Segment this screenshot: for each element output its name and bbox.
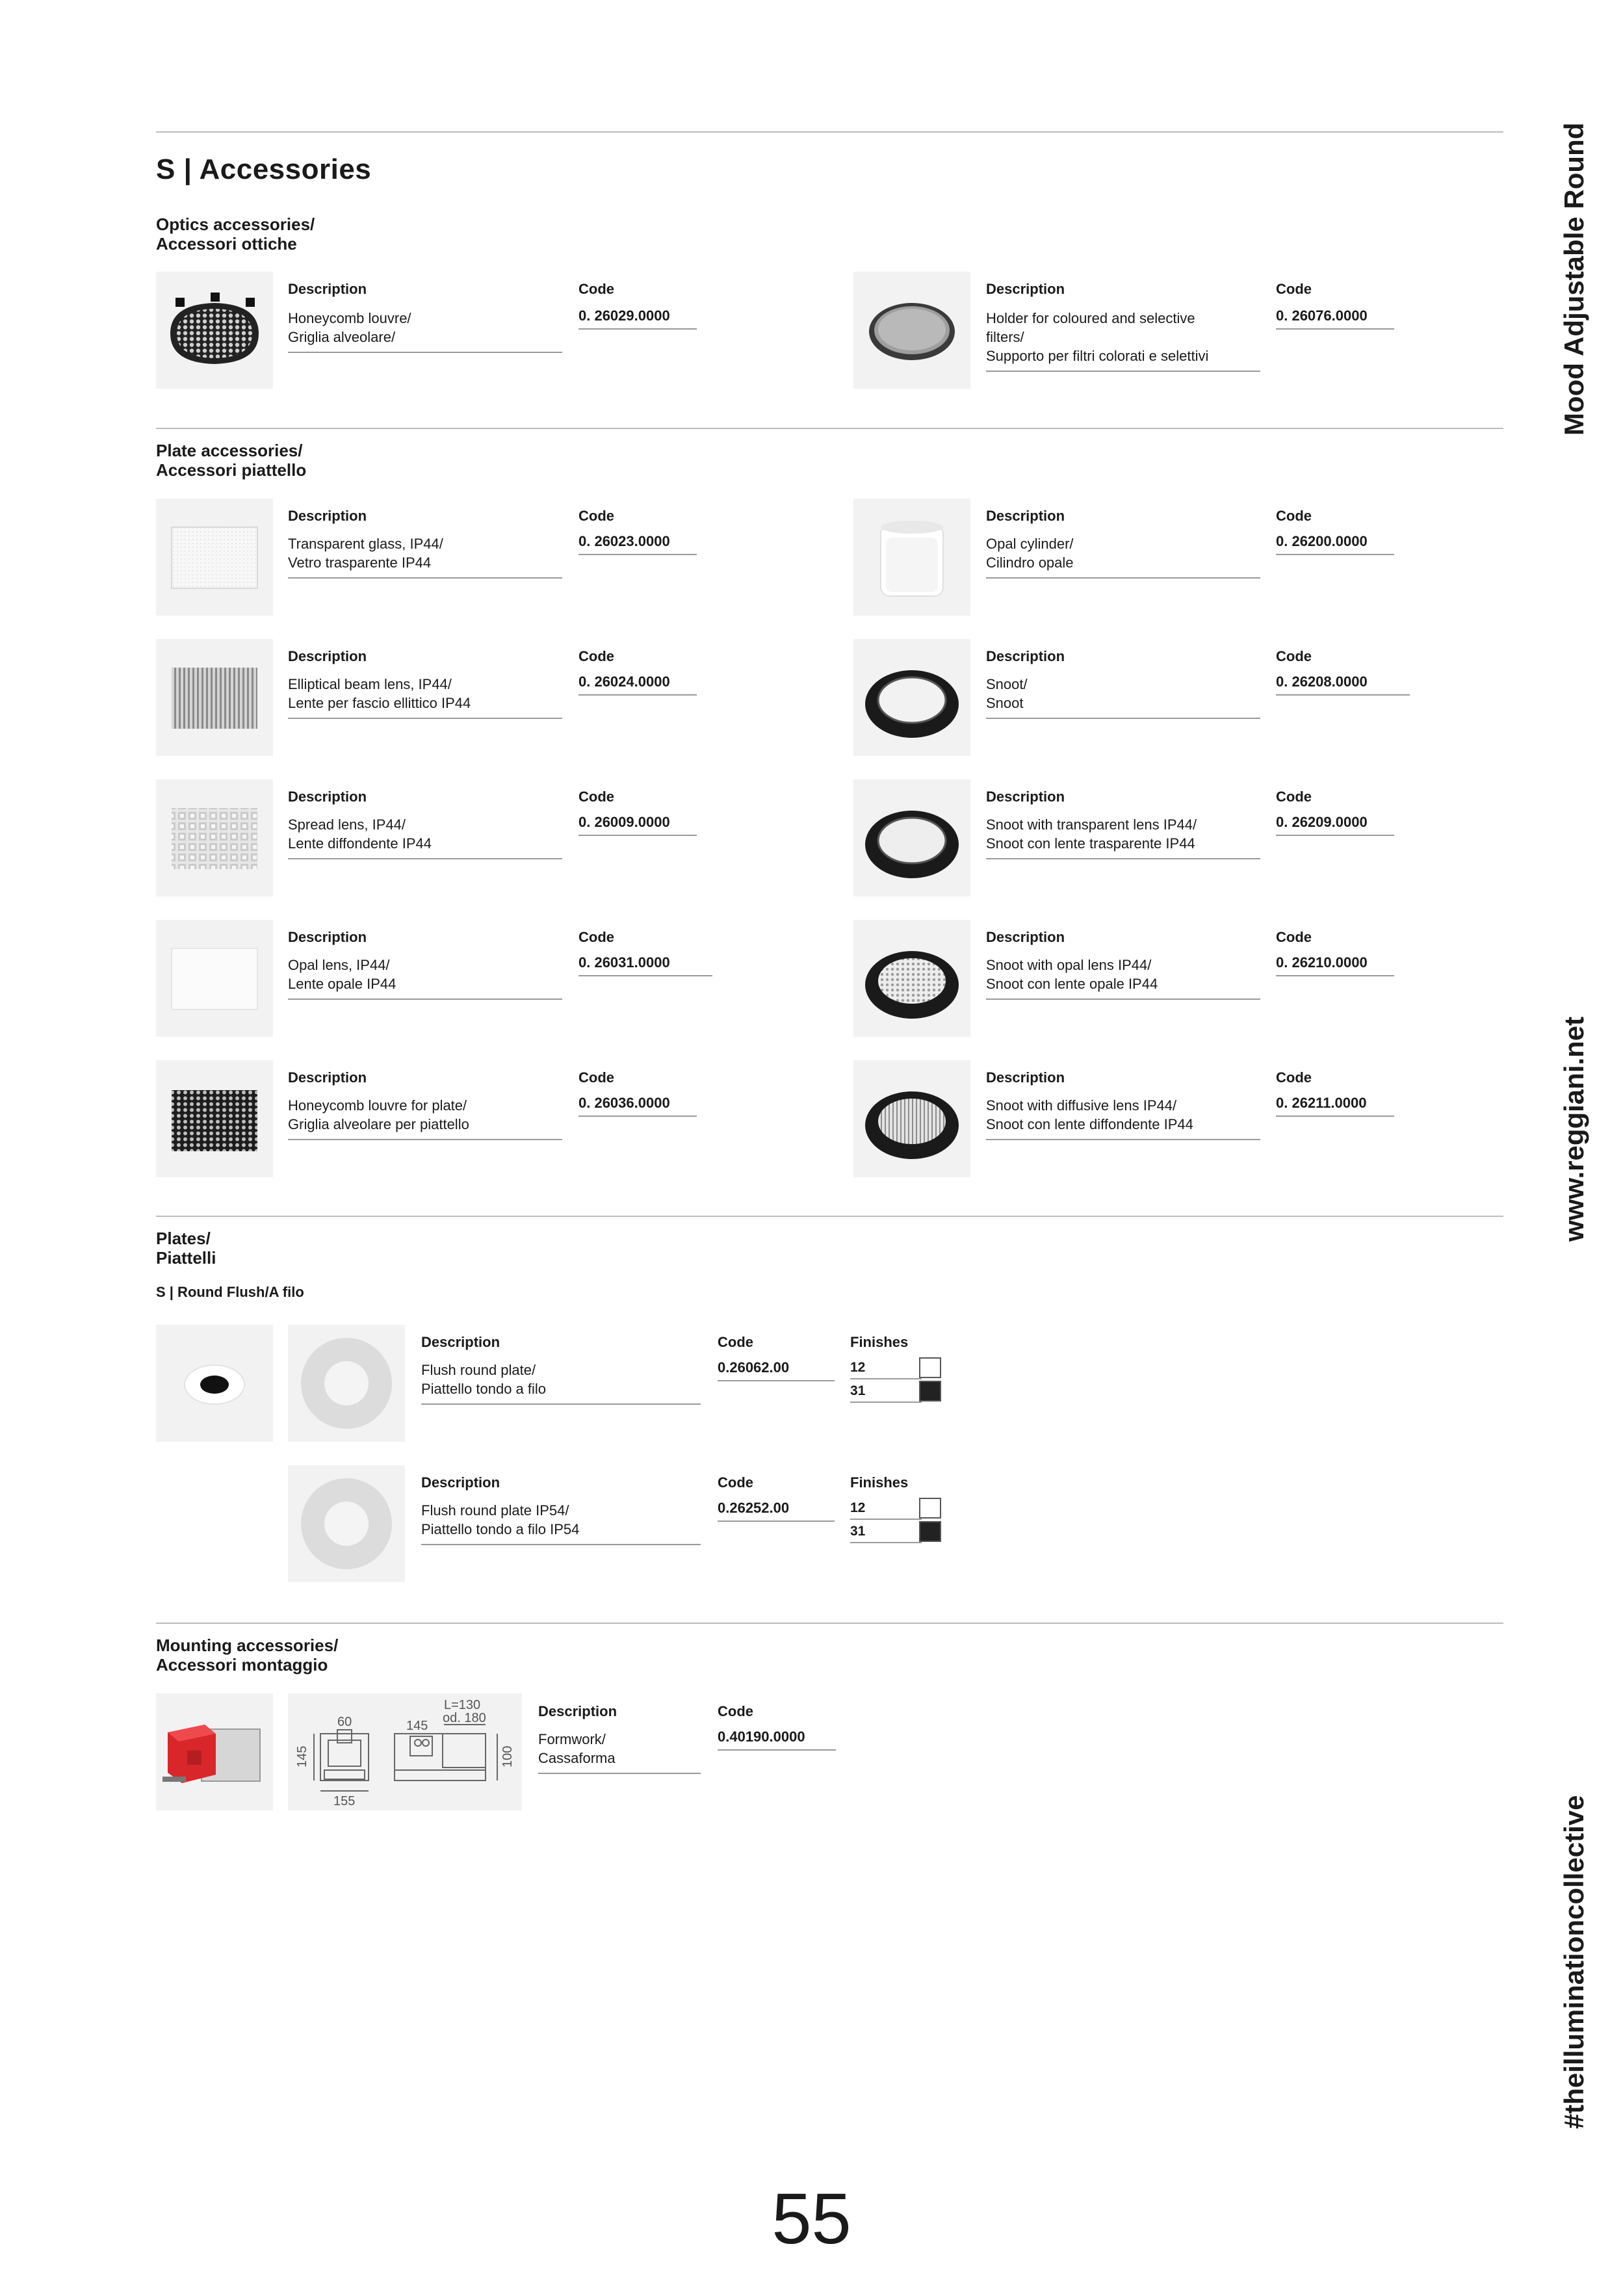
plate-acc-5-code-label: Code xyxy=(1276,789,1312,805)
plate-acc-0-code-label: Code xyxy=(578,508,614,524)
optics-1-description-label: Description xyxy=(986,281,1065,297)
plate-0-description: Flush round plate/ Piattello tondo a filo xyxy=(421,1361,701,1405)
page-number: 55 xyxy=(772,2179,851,2259)
plate-acc-2-description-label: Description xyxy=(288,648,367,664)
plate-acc-0-description: Transparent glass, IP44/ Vetro trasparente IP44 xyxy=(288,534,562,579)
plate-acc-1-description-label: Description xyxy=(986,508,1065,524)
plate-1-finish-31: 31 xyxy=(850,1524,922,1543)
plate-acc-6-code: 0. 26031.0000 xyxy=(578,954,712,976)
formwork-icon xyxy=(156,1693,273,1810)
plate-1-description: Flush round plate IP54/ Piattello tondo a filo IP54 xyxy=(421,1501,701,1545)
recessed-fixture-icon xyxy=(156,1325,273,1442)
flush-round-plate-icon xyxy=(288,1325,405,1442)
mounting-0-code: 0.40190.0000 xyxy=(718,1729,836,1751)
plate-acc-8-description: Honeycomb louvre for plate/ Griglia alveolare per piattello xyxy=(288,1096,562,1140)
finish-swatch-white xyxy=(919,1498,941,1519)
plate-acc-4-code-label: Code xyxy=(578,789,614,805)
snoot-icon xyxy=(853,639,970,756)
optics-0-description: Honeycomb louvre/ Griglia alveolare/ xyxy=(288,309,562,353)
optics-0-description-label: Description xyxy=(288,281,367,297)
honeycomb-plate-icon xyxy=(156,1060,273,1177)
finish-swatch-white xyxy=(919,1357,941,1378)
plate-acc-1-code-label: Code xyxy=(1276,508,1312,524)
plate-acc-8-code-label: Code xyxy=(578,1069,614,1086)
plate-acc-6-description: Opal lens, IP44/ Lente opale IP44 xyxy=(288,956,562,1000)
rule-mounting xyxy=(156,1623,1503,1624)
plate-acc-3-code-label: Code xyxy=(1276,648,1312,664)
dim-155: 155 xyxy=(333,1794,356,1808)
optics-0-code-label: Code xyxy=(578,281,614,297)
mounting-0-description: Formwork/ Cassaforma xyxy=(538,1730,701,1774)
plate-acc-2-code: 0. 26024.0000 xyxy=(578,673,697,696)
plate-acc-9-code-label: Code xyxy=(1276,1069,1312,1086)
dim-60: 60 xyxy=(337,1715,352,1729)
plate-acc-7-code: 0. 26210.0000 xyxy=(1276,954,1394,976)
elliptical-lens-icon xyxy=(156,639,273,756)
plate-1-description-label: Description xyxy=(421,1474,500,1491)
side-label-hashtag: #theilluminationcollective xyxy=(1559,1795,1589,2129)
section-title-mounting: Mounting accessories/ Accessori montaggio xyxy=(156,1636,339,1675)
snoot-transparent-icon xyxy=(853,779,970,896)
mounting-0-description-label: Description xyxy=(538,1703,617,1719)
plate-acc-7-description: Snoot with opal lens IP44/ Snoot con lente opale IP44 xyxy=(986,956,1260,1000)
plate-acc-1-code: 0. 26200.0000 xyxy=(1276,533,1394,555)
opal-cylinder-icon xyxy=(853,499,970,616)
optics-0-code: 0. 26029.0000 xyxy=(578,307,697,330)
filter-holder-icon xyxy=(853,272,970,389)
finish-swatch-black xyxy=(919,1521,941,1542)
plate-acc-2-code-label: Code xyxy=(578,648,614,664)
plate-acc-5-code: 0. 26209.0000 xyxy=(1276,814,1394,836)
opal-lens-icon xyxy=(156,920,273,1037)
page-title: S | Accessories xyxy=(156,153,372,185)
side-label-product: Mood Adjustable Round xyxy=(1559,122,1589,436)
plate-acc-0-code: 0. 26023.0000 xyxy=(578,533,697,555)
plates-subtitle: S | Round Flush/A filo xyxy=(156,1284,304,1300)
top-rule xyxy=(156,131,1503,133)
plate-1-code: 0.26252.00 xyxy=(718,1500,835,1522)
plate-acc-8-description-label: Description xyxy=(288,1069,367,1086)
snoot-opal-icon xyxy=(853,920,970,1037)
plate-acc-0-description-label: Description xyxy=(288,508,367,524)
plate-acc-6-code-label: Code xyxy=(578,929,614,945)
plate-acc-4-description: Spread lens, IP44/ Lente diffondente IP44 xyxy=(288,815,562,859)
section-title-plate-accessories: Plate accessories/ Accessori piattello xyxy=(156,441,307,480)
plate-acc-4-description-label: Description xyxy=(288,789,367,805)
optics-1-description: Holder for coloured and selective filters/ Supporto per filtri colorati e selettivi xyxy=(986,309,1260,372)
plate-acc-9-description: Snoot with diffusive lens IP44/ Snoot con lente diffondente IP44 xyxy=(986,1096,1260,1140)
section-title-optics: Optics accessories/ Accessori ottiche xyxy=(156,215,315,254)
optics-1-code: 0. 26076.0000 xyxy=(1276,307,1394,330)
plate-0-finishes-label: Finishes xyxy=(850,1334,909,1350)
plate-acc-5-description-label: Description xyxy=(986,789,1065,805)
plate-acc-7-description-label: Description xyxy=(986,929,1065,945)
plate-0-code-label: Code xyxy=(718,1334,753,1350)
plate-acc-3-code: 0. 26208.0000 xyxy=(1276,673,1410,696)
plate-acc-5-description: Snoot with transparent lens IP44/ Snoot con lente trasparente IP44 xyxy=(986,815,1260,859)
plate-acc-4-code: 0. 26009.0000 xyxy=(578,814,697,836)
spread-lens-icon xyxy=(156,779,273,896)
dim-145-side: 145 xyxy=(295,1745,309,1768)
plate-0-description-label: Description xyxy=(421,1334,500,1350)
side-label-website[interactable]: www.reggiani.net xyxy=(1559,1016,1589,1242)
plate-acc-1-description: Opal cylinder/ Cilindro opale xyxy=(986,534,1260,579)
plate-acc-2-description: Elliptical beam lens, IP44/ Lente per fascio ellittico IP44 xyxy=(288,675,562,719)
dim-od180: od. 180 xyxy=(443,1711,486,1725)
plate-acc-6-description-label: Description xyxy=(288,929,367,945)
plate-acc-9-code: 0. 26211.0000 xyxy=(1276,1095,1394,1117)
rule-plates xyxy=(156,1216,1503,1217)
formwork-dimension-drawing xyxy=(288,1693,522,1810)
mounting-0-code-label: Code xyxy=(718,1703,753,1719)
finish-swatch-black xyxy=(919,1381,941,1402)
plate-0-code: 0.26062.00 xyxy=(718,1359,835,1381)
plate-0-finish-12: 12 xyxy=(850,1360,922,1379)
dim-100: 100 xyxy=(500,1745,515,1768)
rule-plate-accessories xyxy=(156,428,1503,429)
plate-acc-7-code-label: Code xyxy=(1276,929,1312,945)
plate-1-finishes-label: Finishes xyxy=(850,1474,909,1491)
plate-1-code-label: Code xyxy=(718,1474,753,1491)
dim-l130: L=130 xyxy=(444,1698,481,1712)
honeycomb-louvre-icon xyxy=(156,272,273,389)
section-title-plates: Plates/ Piattelli xyxy=(156,1229,216,1268)
plate-0-finish-31: 31 xyxy=(850,1383,922,1403)
snoot-diffusive-icon xyxy=(853,1060,970,1177)
plate-1-finish-12: 12 xyxy=(850,1500,922,1520)
plate-acc-9-description-label: Description xyxy=(986,1069,1065,1086)
flush-round-plate-ip54-icon xyxy=(288,1465,405,1582)
transparent-glass-icon xyxy=(156,499,273,616)
plate-acc-3-description-label: Description xyxy=(986,648,1065,664)
optics-1-code-label: Code xyxy=(1276,281,1312,297)
plate-acc-8-code: 0. 26036.0000 xyxy=(578,1095,697,1117)
plate-acc-3-description: Snoot/ Snoot xyxy=(986,675,1260,719)
dim-145-top: 145 xyxy=(406,1719,428,1733)
